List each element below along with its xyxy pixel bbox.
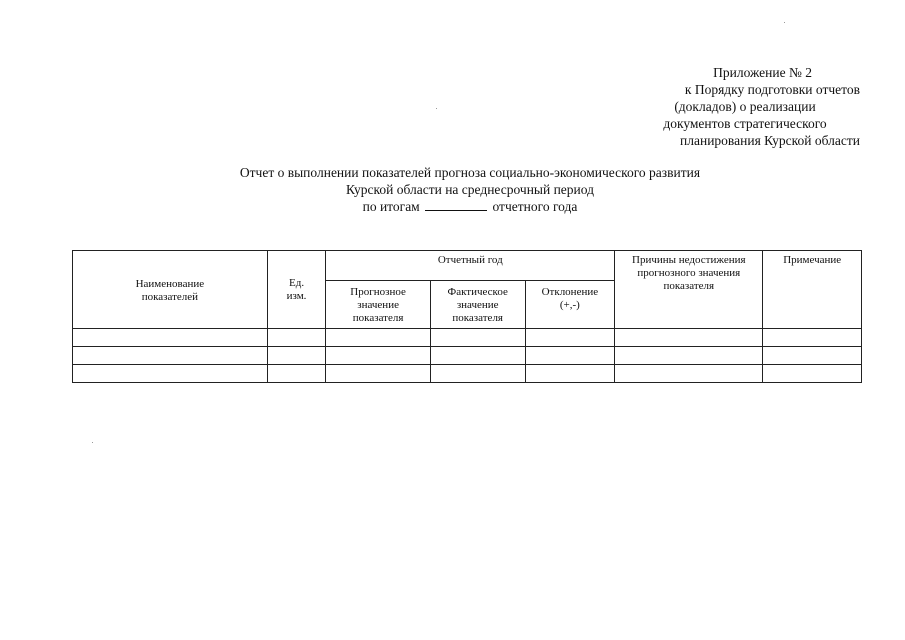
table-cell[interactable] [525, 365, 615, 383]
year-blank-field[interactable] [425, 199, 487, 211]
table-cell[interactable] [615, 347, 763, 365]
header-name-line2: показателей [141, 290, 199, 303]
header-forecast-line2: значение [357, 299, 399, 311]
header-reporting-year: Отчетный год [326, 251, 615, 281]
table-cell[interactable] [763, 365, 862, 383]
table-cell[interactable] [525, 329, 615, 347]
table-cell[interactable] [763, 347, 862, 365]
table-cell[interactable] [615, 365, 763, 383]
header-reasons-line3: показателя [663, 280, 715, 292]
header-unit [267, 251, 326, 329]
header-forecast-value [326, 281, 431, 329]
report-title [180, 164, 760, 215]
header-reasons [615, 251, 763, 329]
header-deviation-line2: (+,-) [559, 299, 580, 311]
table-cell[interactable] [73, 329, 268, 347]
table-row [73, 347, 862, 365]
appendix-planning-line: планирования Курской области [680, 133, 860, 148]
header-indicator-name [73, 251, 268, 329]
table-cell[interactable] [525, 347, 615, 365]
title-suffix: отчетного года [492, 199, 578, 214]
table-row [73, 329, 862, 347]
header-unit-line1: Ед. [289, 276, 305, 289]
table-cell[interactable] [326, 329, 431, 347]
table-row [73, 365, 862, 383]
header-name-line1: Наименование [135, 277, 205, 290]
appendix-documents-line: документов стратегического [663, 116, 827, 131]
table-cell[interactable] [326, 365, 431, 383]
table-cell[interactable] [615, 329, 763, 347]
title-prefix: по итогам [362, 199, 420, 214]
header-unit-line2: изм. [286, 289, 307, 302]
header-forecast-line1: Прогнозное [350, 286, 406, 298]
header-reasons-line1: Причины недостижения [632, 254, 746, 266]
report-table [72, 250, 862, 383]
table-cell[interactable] [73, 347, 268, 365]
header-forecast-line3: показателя [352, 312, 404, 324]
table-cell[interactable] [267, 329, 326, 347]
table-cell[interactable] [430, 329, 525, 347]
header-deviation-line1: Отклонение [541, 286, 599, 298]
header-fact-line1: Фактическое [447, 286, 508, 298]
header-actual-value [430, 281, 525, 329]
title-line-1: Отчет о выполнении показателей прогноза социально-экономического развития [239, 165, 701, 180]
appendix-order-line: к Порядку подготовки отчетов [684, 82, 860, 97]
title-line-3 [180, 198, 760, 215]
table-cell[interactable] [430, 365, 525, 383]
table-cell[interactable] [326, 347, 431, 365]
scan-speck [436, 108, 437, 109]
table-cell[interactable] [763, 329, 862, 347]
scan-speck [92, 442, 93, 443]
table-cell[interactable] [73, 365, 268, 383]
appendix-block [610, 64, 860, 149]
table-cell[interactable] [267, 347, 326, 365]
appendix-reports-line: (докладов) о реализации [674, 99, 816, 114]
header-fact-line2: значение [456, 299, 499, 311]
header-note: Примечание [763, 251, 862, 329]
table-cell[interactable] [267, 365, 326, 383]
scan-speck [784, 22, 785, 23]
header-deviation [525, 281, 615, 329]
table-cell[interactable] [430, 347, 525, 365]
header-reasons-line2: прогнозного значения [637, 267, 741, 279]
title-line-2: Курской области на среднесрочный период [345, 182, 595, 197]
header-fact-line3: показателя [452, 312, 503, 324]
appendix-number: Приложение № 2 [713, 65, 812, 80]
